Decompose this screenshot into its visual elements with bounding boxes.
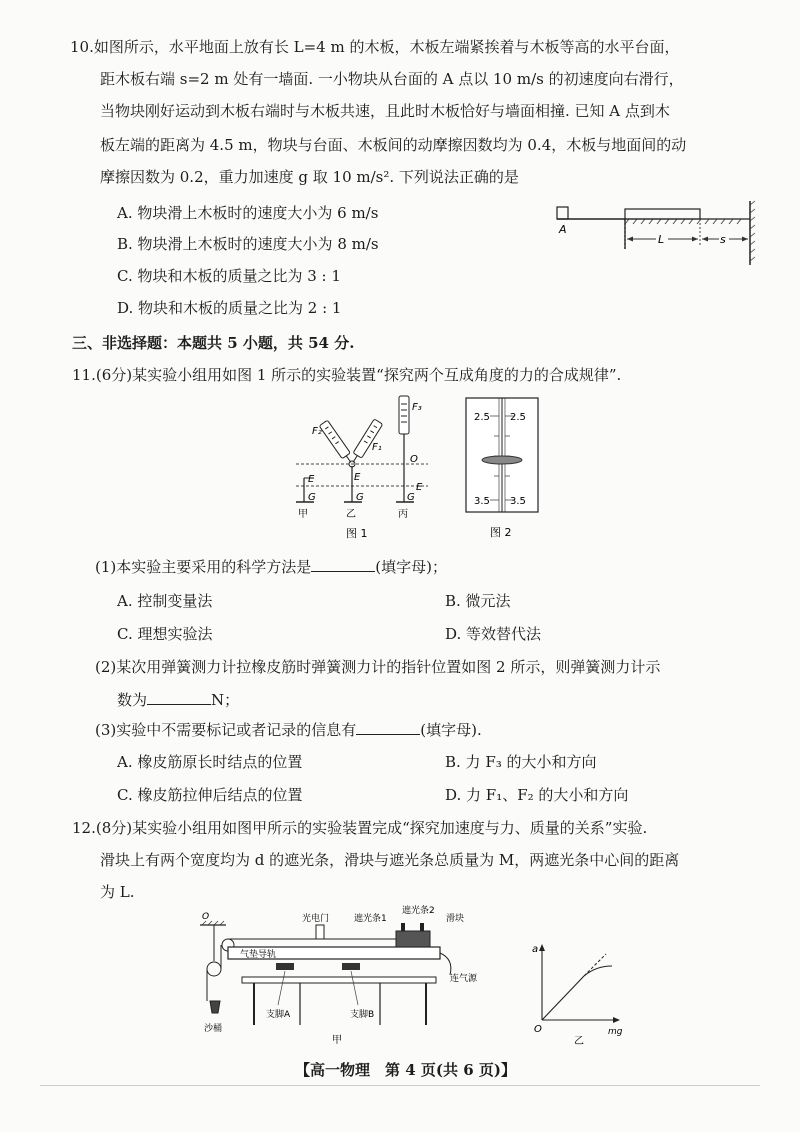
q10-stem-line-4: 板左端的距离为 4.5 m，物块与台面、木板间的动摩擦因数均为 0.4，木板与地面间的动 bbox=[100, 136, 687, 154]
svg-text:E: E bbox=[354, 472, 361, 483]
q10-figure bbox=[545, 195, 760, 265]
q11-p3-option-b: B. 力 F₃ 的大小和方向 bbox=[445, 753, 597, 771]
svg-text:G: G bbox=[356, 492, 364, 503]
answer-blank-1[interactable] bbox=[311, 557, 375, 572]
q10-stem-line-2: 距木板右端 s=2 m 处有一墙面. 一小物块从台面的 A 点以 10 m/s 的初速度向右滑行， bbox=[100, 70, 684, 88]
q11-p1-option-c: C. 理想实验法 bbox=[117, 625, 213, 643]
svg-text:连气源: 连气源 bbox=[450, 974, 478, 984]
gap-s-label: s bbox=[720, 233, 726, 246]
footer-divider bbox=[40, 1085, 760, 1086]
svg-text:F₂: F₂ bbox=[312, 426, 322, 437]
svg-text:气垫导轨: 气垫导轨 bbox=[240, 950, 277, 960]
block-icon bbox=[557, 207, 568, 219]
sand-bucket-icon bbox=[210, 1001, 220, 1013]
q11-p1-option-d: D. 等效替代法 bbox=[445, 625, 542, 643]
q10-option-b: B. 物块滑上木板时的速度大小为 8 m/s bbox=[117, 235, 379, 253]
svg-text:沙桶: 沙桶 bbox=[204, 1024, 223, 1034]
q11-p3-option-c: C. 橡皮筋拉伸后结点的位置 bbox=[117, 786, 303, 804]
q10-option-c: C. 物块和木板的质量之比为 3 : 1 bbox=[117, 267, 341, 285]
q12-figure-jia bbox=[190, 905, 490, 1055]
q11-figure-1 bbox=[280, 392, 450, 542]
svg-text:F₁: F₁ bbox=[372, 442, 382, 453]
slider-block-icon bbox=[396, 931, 430, 947]
q11-part-1: (1)本实验主要采用的科学方法是 (填字母)； bbox=[95, 558, 447, 576]
svg-text:乙: 乙 bbox=[346, 509, 356, 520]
answer-blank-3[interactable] bbox=[356, 720, 420, 735]
length-l-label: L bbox=[658, 233, 665, 246]
q10-option-a: A. 物块滑上木板时的速度大小为 6 m/s bbox=[117, 204, 379, 222]
figure-yi-caption: 乙 bbox=[574, 1036, 584, 1046]
svg-text:G: G bbox=[407, 492, 415, 503]
point-a-label: A bbox=[559, 223, 567, 236]
q12-figure-yi bbox=[528, 940, 628, 1046]
q12-stem-line-2: 滑块上有两个宽度均为 d 的遮光条，滑块与遮光条总质量为 M，两遮光条中心间的距离 bbox=[100, 851, 680, 869]
svg-text:支脚A: 支脚A bbox=[266, 1010, 291, 1020]
q11-part-2-line-2: 数为 N； bbox=[117, 691, 240, 709]
page-footer: 【高一物理 第 4 页(共 6 页)】 bbox=[295, 1061, 516, 1079]
svg-text:丙: 丙 bbox=[398, 509, 408, 520]
svg-text:E: E bbox=[308, 474, 315, 485]
svg-text:mg: mg bbox=[608, 1027, 623, 1037]
board-shape bbox=[625, 209, 700, 219]
svg-text:3.5: 3.5 bbox=[474, 496, 490, 507]
svg-text:3.5: 3.5 bbox=[510, 496, 526, 507]
photogate-icon bbox=[316, 925, 324, 939]
q12-stem-line-3: 为 L. bbox=[100, 883, 135, 901]
q11-p3-option-d: D. 力 F₁、F₂ 的大小和方向 bbox=[445, 786, 629, 804]
svg-text:支脚B: 支脚B bbox=[350, 1010, 375, 1020]
svg-text:a: a bbox=[532, 944, 539, 955]
svg-text:滑块: 滑块 bbox=[446, 914, 465, 924]
svg-text:G: G bbox=[308, 492, 316, 503]
q11-figure-2 bbox=[462, 396, 542, 542]
svg-text:O: O bbox=[410, 454, 418, 465]
svg-text:光电门: 光电门 bbox=[302, 914, 330, 924]
q10-option-d: D. 物块和木板的质量之比为 2 : 1 bbox=[117, 299, 342, 317]
q11-part-2-line-1: (2)某次用弹簧测力计拉橡皮筋时弹簧测力计的指针位置如图 2 所示，则弹簧测力计示 bbox=[95, 658, 661, 676]
q11-part-3: (3)实验中不需要标记或者记录的信息有 (填字母). bbox=[95, 721, 482, 739]
svg-text:F₃: F₃ bbox=[412, 402, 422, 413]
svg-text:O: O bbox=[202, 912, 210, 922]
q10-stem-line-3: 当物块刚好运动到木板右端时与木板共速，且此时木板恰好与墙面相撞. 已知 A 点到木 bbox=[100, 102, 670, 120]
svg-text:O: O bbox=[534, 1024, 542, 1035]
svg-text:2.5: 2.5 bbox=[510, 412, 526, 423]
svg-text:E: E bbox=[416, 482, 423, 493]
answer-blank-2[interactable] bbox=[147, 690, 211, 705]
svg-text:2.5: 2.5 bbox=[474, 412, 490, 423]
figure-jia-caption: 甲 bbox=[332, 1035, 342, 1046]
q12-stem-line-1: 12.(8分)某实验小组用如图甲所示的实验装置完成“探究加速度与力、质量的关系”实验. bbox=[72, 819, 648, 837]
svg-text:遮光条2: 遮光条2 bbox=[402, 906, 435, 916]
pointer-indicator bbox=[482, 456, 522, 464]
section-3-title: 三、非选择题：本题共 5 小题，共 54 分. bbox=[72, 334, 355, 352]
figure-2-caption: 图 2 bbox=[490, 526, 512, 539]
q10-stem-line-5: 摩擦因数为 0.2，重力加速度 g 取 10 m/s². 下列说法正确的是 bbox=[100, 168, 519, 186]
svg-text:甲: 甲 bbox=[298, 509, 308, 520]
q10-stem-line-1: 10.如图所示，水平地面上放有长 L=4 m 的木板，木板左端紧挨着与木板等高的水平台面， bbox=[70, 38, 680, 56]
q11-p1-option-a: A. 控制变量法 bbox=[117, 592, 213, 610]
svg-text:遮光条1: 遮光条1 bbox=[354, 914, 387, 924]
q11-p1-option-b: B. 微元法 bbox=[445, 592, 511, 610]
q11-p3-option-a: A. 橡皮筋原长时结点的位置 bbox=[117, 753, 303, 771]
figure-1-caption: 图 1 bbox=[346, 527, 368, 540]
q11-stem: 11.(6分)某实验小组用如图 1 所示的实验装置“探究两个互成角度的力的合成规律”. bbox=[72, 366, 622, 384]
